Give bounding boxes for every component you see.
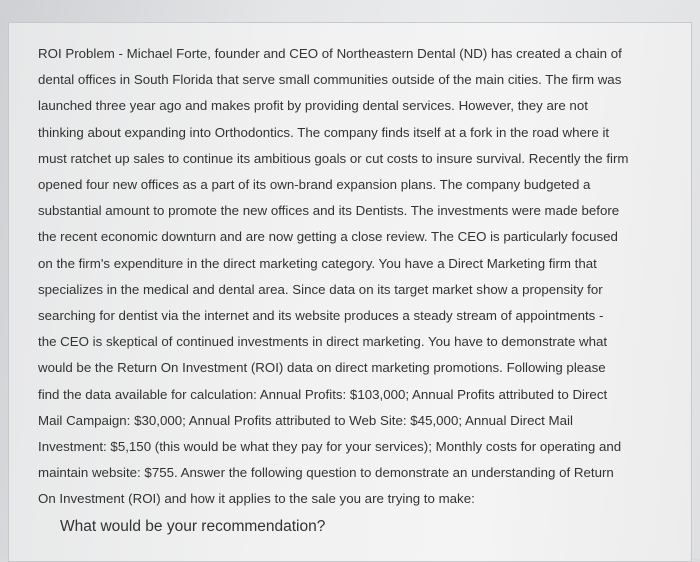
paragraph-line: the CEO is skeptical of continued investments in direct marketing. You have to demonstrate what bbox=[38, 334, 608, 350]
paragraph-line: specializes in the medical and dental area. Since data on its target market show a propensity for bbox=[38, 281, 603, 297]
paragraph-line: Investment: $5,150 (this would be what they pay for your services); Monthly costs for operating and bbox=[38, 439, 622, 455]
paragraph-line: thinking about expanding into Orthodontics. The company finds itself at a fork in the road where it bbox=[38, 124, 610, 140]
paragraph-line: On Investment (ROI) and how it applies to the sale you are trying to make: bbox=[38, 491, 475, 507]
paragraph-line: ROI Problem - Michael Forte, founder and CEO of Northeastern Dental (ND) has created a chain of bbox=[38, 46, 622, 61]
paragraph-line: dental offices in South Florida that serve small communities outside of the main cities. The firm was bbox=[38, 72, 622, 88]
paragraph-line: substantial amount to promote the new offices and its Dentists. The investments were made before bbox=[38, 203, 620, 219]
paragraph-line: launched three year ago and makes profit by providing dental services. However, they are not bbox=[38, 98, 588, 114]
question-text: What would be your recommendation? bbox=[60, 518, 326, 535]
paragraph-line: would be the Return On Investment (ROI) data on direct marketing promotions. Following please bbox=[38, 360, 606, 376]
paragraph-line: searching for dentist via the internet and its website produces a steady stream of appointments - bbox=[38, 308, 604, 324]
problem-paragraph bbox=[38, 41, 668, 513]
paragraph-line: the recent economic downturn and are now getting a close review. The CEO is particularly focused bbox=[38, 229, 618, 245]
paragraph-line: Mail Campaign: $30,000; Annual Profits attributed to Web Site: $45,000; Annual Direct Mail bbox=[38, 412, 573, 428]
paragraph-line: on the firm's expenditure in the direct marketing category. You have a Direct Marketing firm that bbox=[38, 255, 597, 271]
paragraph-line: maintain website: $755. Answer the following question to demonstrate an understanding of Return bbox=[38, 465, 614, 481]
paragraph-line: find the data available for calculation: Annual Profits: $103,000; Annual Profits attributed to Direct bbox=[38, 386, 608, 402]
paragraph-line: opened four new offices as a part of its own-brand expansion plans. The company budgeted a bbox=[38, 177, 591, 193]
paragraph-line: must ratchet up sales to continue its ambitious goals or cut costs to insure survival. Recently the firm bbox=[38, 150, 629, 166]
